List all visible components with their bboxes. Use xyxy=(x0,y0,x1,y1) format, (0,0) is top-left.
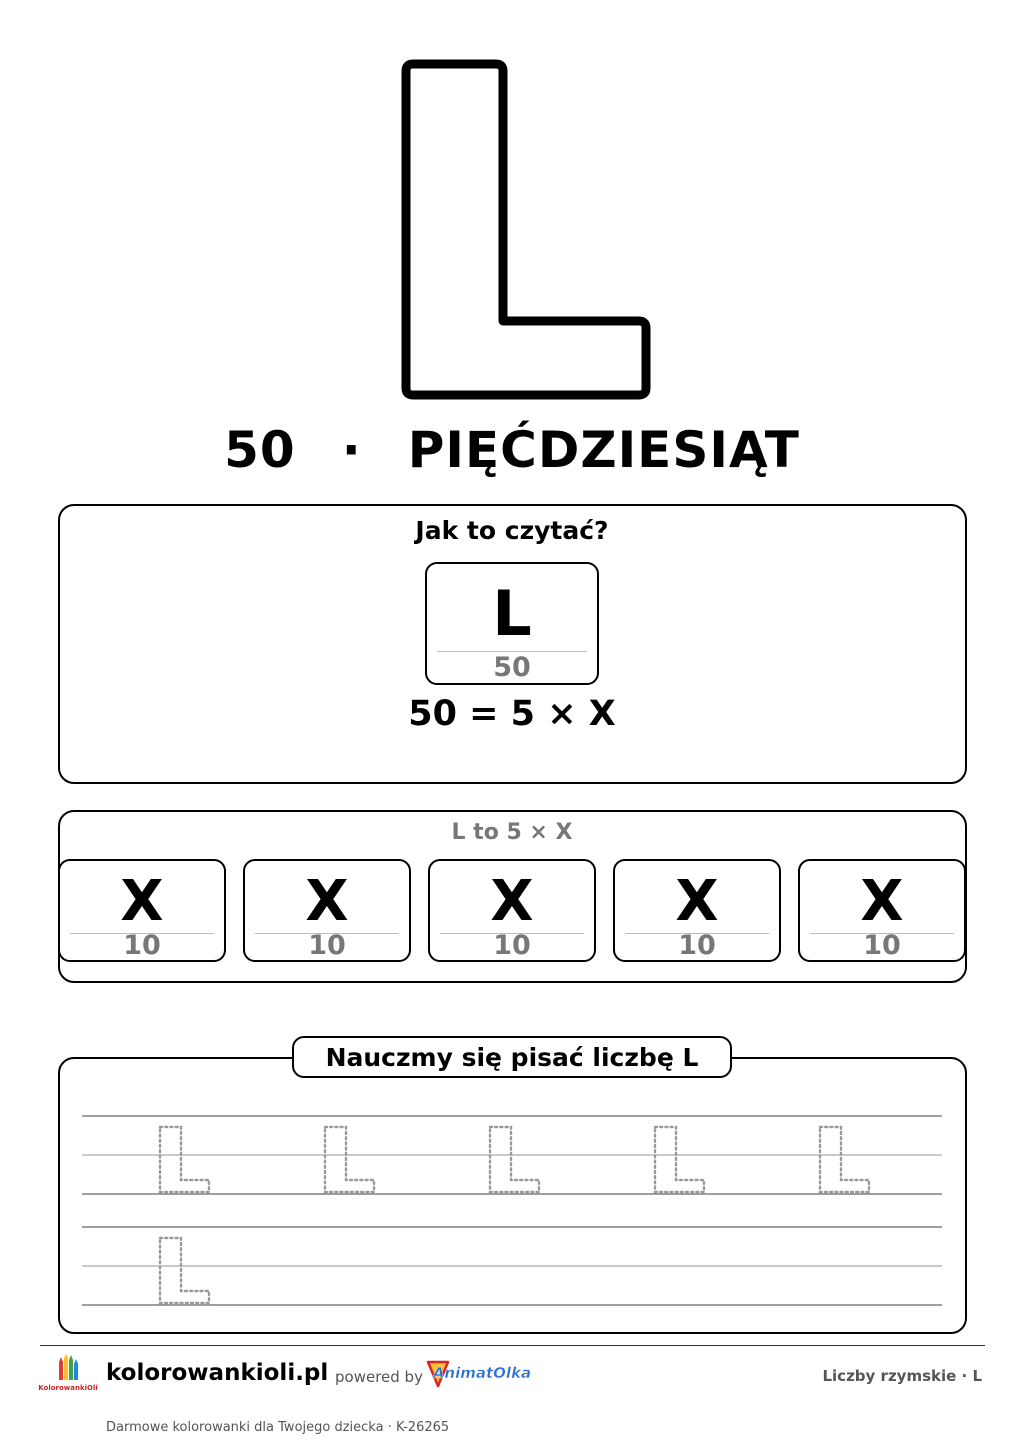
composition-tile-symbol: X xyxy=(120,869,164,934)
writing-panel-title: Nauczmy się pisać liczbę L xyxy=(292,1036,732,1078)
composition-tile-symbol: X xyxy=(305,869,349,934)
composition-tile xyxy=(798,859,966,962)
partner-logo-text: AnimatOlka xyxy=(432,1364,532,1382)
footer-note: Darmowe kolorowanki dla Twojego dziecka · K-26265 xyxy=(106,1420,450,1435)
footer-divider xyxy=(40,1345,985,1346)
equation: 50 = 5 × X xyxy=(408,694,616,734)
logo-text: KolorowankiOli xyxy=(38,1384,98,1392)
composition-tile-value: 10 xyxy=(678,930,716,961)
numeral-tile-symbol: L xyxy=(492,577,532,650)
title-separator: · xyxy=(341,421,362,479)
composition-tile xyxy=(613,859,781,962)
numeral-value: 50 xyxy=(224,421,296,479)
site-logo[interactable] xyxy=(38,1354,98,1396)
composition-tile-symbol: X xyxy=(860,869,904,934)
crayons-icon xyxy=(59,1354,78,1380)
composition-tile-value: 10 xyxy=(123,930,161,961)
composition-tile xyxy=(243,859,411,962)
composition-tile-symbol: X xyxy=(490,869,534,934)
partner-logo[interactable] xyxy=(424,1356,532,1392)
read-panel-heading: Jak to czytać? xyxy=(415,516,609,545)
numeral-title xyxy=(0,418,1024,482)
site-name[interactable]: kolorowankioli.pl xyxy=(106,1360,329,1386)
big-numeral-outline xyxy=(0,0,1024,410)
series-label: Liczby rzymskie · L xyxy=(822,1367,982,1385)
writing-panel xyxy=(58,1057,967,1334)
numeral-tile xyxy=(425,562,599,685)
composition-tile xyxy=(58,859,226,962)
composition-tile-value: 10 xyxy=(493,930,531,961)
composition-tile-symbol: X xyxy=(675,869,719,934)
numeral-tile-value: 50 xyxy=(493,652,531,683)
numeral-name: PIĘĆDZIESIĄT xyxy=(407,421,800,479)
compose-caption: L to 5 × X xyxy=(451,820,573,845)
composition-tile xyxy=(428,859,596,962)
composition-tile-value: 10 xyxy=(308,930,346,961)
powered-by-label: powered by xyxy=(335,1368,423,1386)
composition-tile-value: 10 xyxy=(863,930,901,961)
